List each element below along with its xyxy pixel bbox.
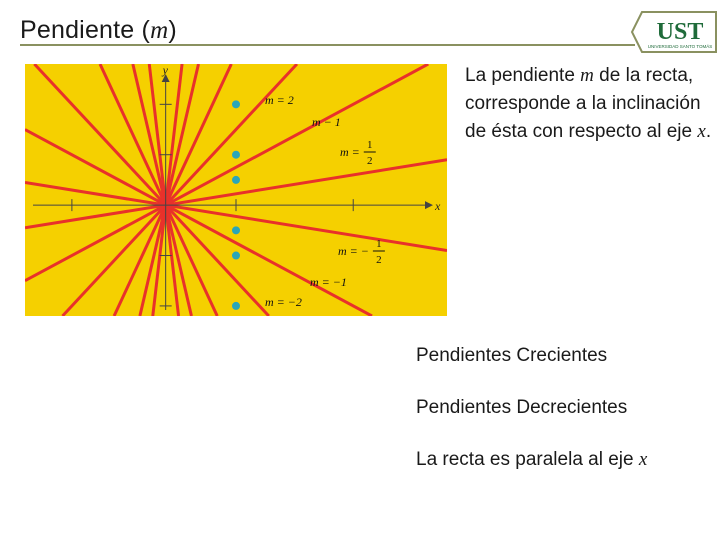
slope-point [232, 176, 240, 184]
bullet-decreasing-text: Pendientes Decrecientes [416, 397, 628, 418]
bullet-increasing-text: Pendientes Crecientes [416, 345, 608, 366]
bullet-parallel-var: x [638, 449, 648, 470]
slope-point [232, 226, 240, 234]
description-var-x: x [697, 121, 706, 142]
slope-point [232, 100, 240, 108]
x-axis-label: x [435, 199, 441, 214]
ust-logo [628, 8, 720, 54]
description [465, 62, 715, 146]
slope-chart-svg [25, 64, 447, 316]
slope-label-denominator: 2 [376, 254, 382, 266]
bullet-decreasing [416, 397, 627, 419]
page-title-text: Pendiente ( [20, 16, 151, 44]
y-axis-label: y [162, 64, 168, 77]
description-part3: . [705, 121, 712, 142]
slope-label: m = [340, 145, 360, 159]
page-title-close: ) [168, 16, 177, 44]
description-var-m: m [580, 65, 594, 86]
slope-label: m = 2 [265, 93, 294, 107]
bullet-parallel [416, 449, 647, 471]
description-part2: de la recta, corresponde a la inclinación de ésta con respecto al eje [465, 65, 701, 142]
bullet-parallel-text: La recta es paralela al eje [416, 449, 639, 470]
slope-label: m = −1 [310, 275, 347, 289]
slope-point [232, 151, 240, 159]
page-title [20, 16, 177, 45]
slope-label: m = −2 [265, 295, 302, 309]
slope-label: m = − [338, 244, 369, 258]
slope-label-numerator: 1 [367, 139, 373, 151]
slope-label-denominator: 2 [367, 155, 373, 167]
slope-chart [25, 64, 447, 316]
slope-label-numerator: 1 [376, 238, 382, 250]
slope-label: m − 1 [312, 115, 341, 129]
page-title-variable: m [150, 17, 169, 44]
slope-point [232, 252, 240, 260]
description-part1: La pendiente [465, 65, 581, 86]
bullet-increasing [416, 345, 607, 367]
slope-point [232, 302, 240, 310]
logo-text: UST [656, 19, 704, 45]
logo-subtext: UNIVERSIDAD SANTO TOMÁS [647, 44, 713, 49]
title-underline [20, 44, 635, 46]
